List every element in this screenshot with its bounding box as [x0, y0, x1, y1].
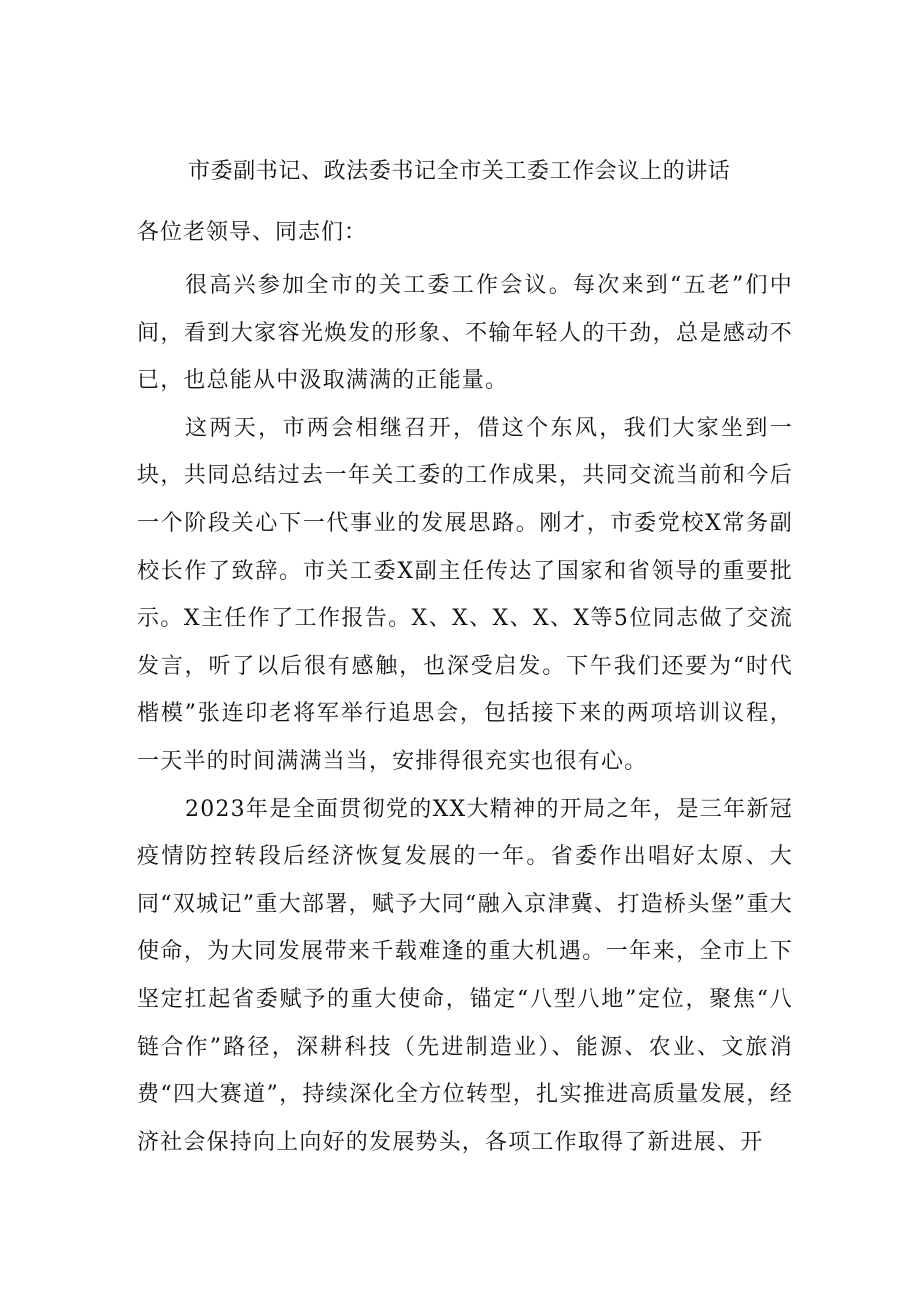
salutation: 各位老领导、同志们：: [137, 220, 368, 245]
speech-title: 市委副书记、政法委书记全市关工委工作会议上的讲话: [188, 159, 731, 184]
speech-body: [137, 262, 793, 1166]
paragraph-meeting-agenda: 这两天，市两会相继召开，借这个东风，我们大家坐到一块，共同总结过去一年关工委的工作成果，共同交流当前和今后一个阶段关心下一代事业的发展思路。刚才，市委党校X常务副校长作了致辞。市关工委X副主任传达了国家和省领导的重要批示。X主任作了工作报告。X、X、X、X、X等5位同志做了交流发言，听了以后很有感触，也深受启发。下午我们还要为“时代楷模”张连印老将军举行追思会，包括接下来的两项培训议程，一天半的时间满满当当，安排得很充实也很有心。: [137, 415, 793, 774]
paragraph-opening: 很高兴参加全市的关工委工作会议。每次来到“五老”们中间，看到大家容光焕发的形象、不输年轻人的干劲，总是感动不已，也总能从中汲取满满的正能量。: [137, 273, 793, 394]
paragraph-2023-review: 2023年是全面贯彻党的XX大精神的开局之年，是三年新冠疫情防控转段后经济恢复发展的一年。省委作出唱好太原、大同“双城记”重大部署，赋予大同“融入京津冀、打造桥头堡”重大使命，为大同发展带来千载难逢的重大机遇。一年来，全市上下坚定扛起省委赋予的重大使命，锚定“八型八地”定位，聚焦“八链合作”路径，深耕科技（先进制造业）、能源、农业、文旅消费“四大赛道”，持续深化全方位转型，扎实推进高质量发展，经济社会保持向上向好的发展势头，各项工作取得了新进展、开: [137, 796, 793, 1155]
